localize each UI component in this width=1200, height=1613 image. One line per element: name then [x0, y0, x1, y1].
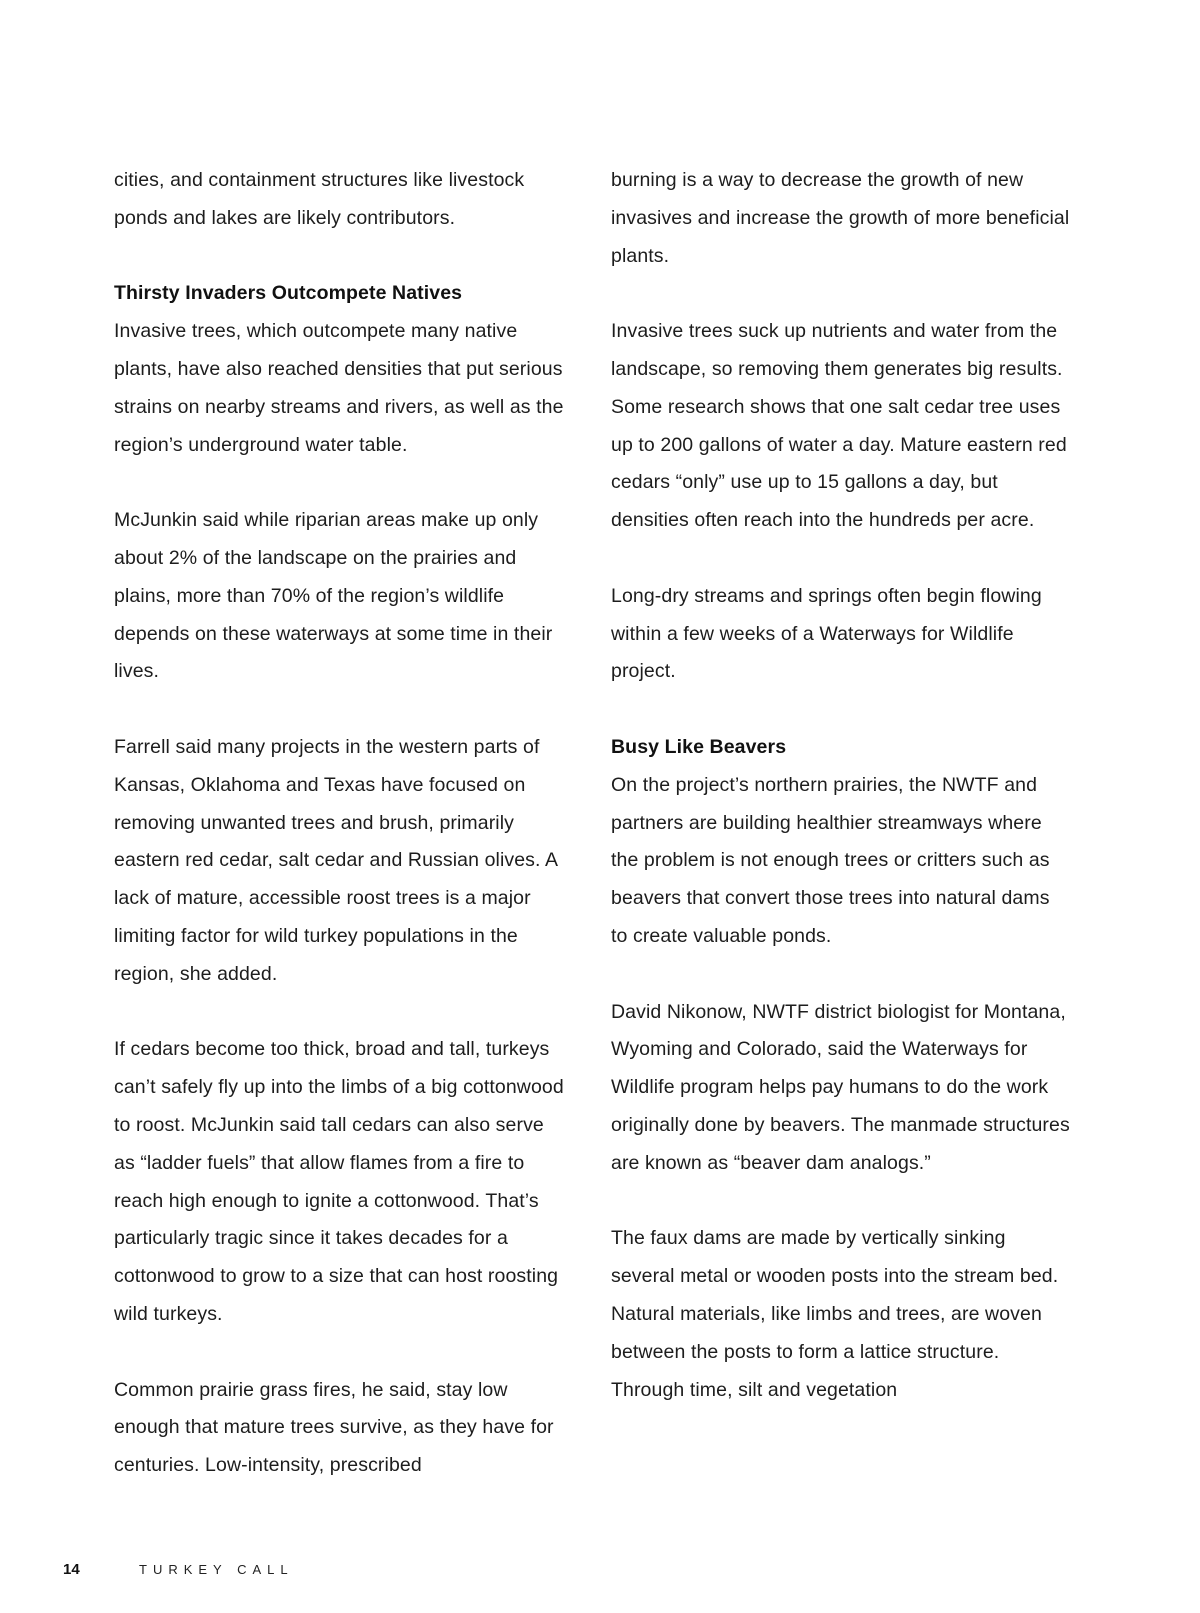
- right-paragraph-2: Invasive trees suck up nutrients and water from the landscape, so removing them generates big results. Some research shows that one salt cedar tree uses up to 200 gallons of water a day. Mature eastern red cedars “only” use up to 15 gallons a day, but densities often reach into the hundreds per acre.: [611, 320, 1067, 532]
- left-column: [114, 162, 569, 1485]
- left-paragraph-4: Farrell said many projects in the western parts of Kansas, Oklahoma and Texas have focused on removing unwanted trees and brush, primarily eastern red cedar, salt cedar and Russian olives. A lack of mature, accessible roost trees is a major limiting factor for wild turkey populations in the region, she added.: [114, 735, 558, 985]
- left-paragraph-1: cities, and containment structures like livestock ponds and lakes are likely contributors.: [114, 169, 525, 229]
- right-paragraph-5: David Nikonow, NWTF district biologist for Montana, Wyoming and Colorado, said the Waterways for Wildlife program helps pay humans to do the work originally done by beavers. The manmade structures are known as “beaver dam analogs.”: [611, 1000, 1070, 1174]
- left-paragraph-5: If cedars become too thick, broad and tall, turkeys can’t safely fly up into the limbs of a big cottonwood to roost. McJunkin said tall cedars can also serve as “ladder fuels” that allow flames from a fire to reach high enough to ignite a cottonwood. That’s particularly tragic since it takes decades for a cottonwood to grow to a size that can host roosting wild turkeys.: [114, 1038, 564, 1325]
- page-number: 14: [63, 1561, 80, 1578]
- right-column: [611, 162, 1071, 1409]
- left-paragraph-6: Common prairie grass fires, he said, stay low enough that mature trees survive, as they have for centuries. Low-intensity, prescribed: [114, 1378, 554, 1477]
- right-paragraph-3: Long-dry streams and springs often begin flowing within a few weeks of a Waterways for Wildlife project.: [611, 584, 1042, 683]
- left-paragraph-2: Invasive trees, which outcompete many native plants, have also reached densities that put serious strains on nearby streams and rivers, as well as the region’s underground water table.: [114, 320, 564, 456]
- right-paragraph-1: burning is a way to decrease the growth of new invasives and increase the growth of more beneficial plants.: [611, 169, 1070, 267]
- section-heading-busy-like-beavers: Busy Like Beavers: [611, 735, 787, 758]
- section-heading-thirsty-invaders: Thirsty Invaders Outcompete Natives: [114, 282, 463, 305]
- publication-name: TURKEY CALL: [139, 1562, 294, 1577]
- right-paragraph-6: The faux dams are made by vertically sinking several metal or wooden posts into the stream bed. Natural materials, like limbs and trees, are woven between the posts to form a lattice structure. Through time, silt and vegetation: [611, 1227, 1059, 1401]
- left-paragraph-3: McJunkin said while riparian areas make up only about 2% of the landscape on the prairies and plains, more than 70% of the region’s wildlife depends on these waterways at some time in their lives.: [114, 509, 553, 683]
- right-paragraph-4: On the project’s northern prairies, the NWTF and partners are building healthier streamways where the problem is not enough trees or critters such as beavers that convert those trees into natural dams to create valuable ponds.: [611, 773, 1050, 947]
